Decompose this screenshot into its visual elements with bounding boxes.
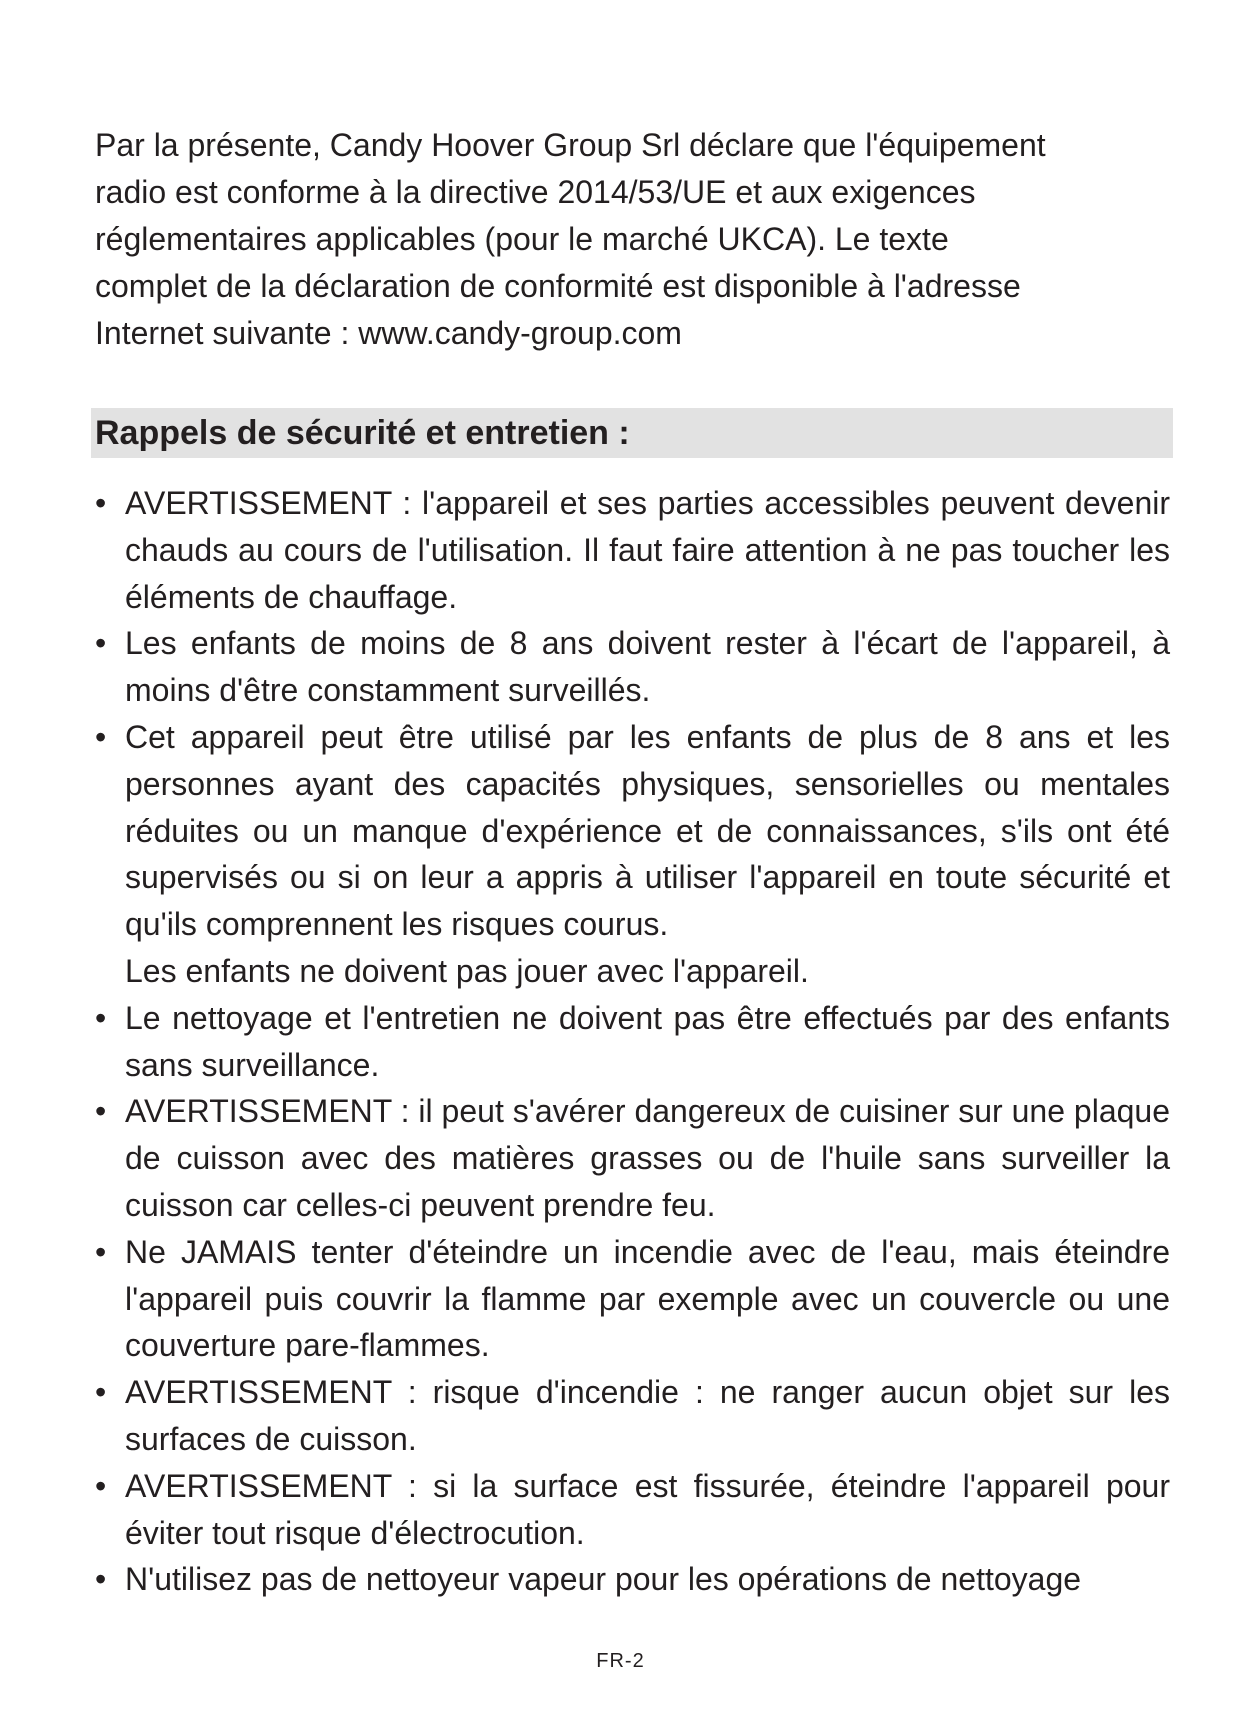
page-number: FR-2 (596, 1650, 645, 1672)
list-item (95, 714, 1170, 995)
list-item (95, 1556, 1170, 1603)
list-item (95, 995, 1170, 1089)
list-item (95, 1088, 1170, 1228)
section-title: Rappels de sécurité et entretien : (95, 414, 630, 452)
bullet-icon: • (95, 485, 107, 521)
list-item-note: Les enfants ne doivent pas jouer avec l'appareil. (125, 952, 809, 989)
safety-list (95, 480, 1170, 1603)
list-item (95, 1229, 1170, 1369)
bullet-icon: • (95, 1374, 107, 1411)
list-item-text: AVERTISSEMENT : il peut s'avérer dangereux de cuisiner sur une plaque de cuisson avec des matières grasses ou de l'huile sans surveiller la cuisson car celles-ci peuvent prendre feu. (125, 1093, 1170, 1223)
bullet-icon: • (95, 625, 107, 662)
list-item-text: Ne JAMAIS tenter d'éteindre un incendie avec de l'eau, mais éteindre l'appareil puis couvrir la flamme par exemple avec un couvercle ou une couverture pare-flammes. (125, 1233, 1170, 1364)
list-item (95, 1369, 1170, 1463)
bullet-icon: • (95, 1467, 107, 1504)
list-item-text: Le nettoyage et l'entretien ne doivent pas être effectués par des enfants sans surveillance. (125, 999, 1170, 1083)
list-item-text: AVERTISSEMENT : l'appareil et ses parties accessibles peuvent devenir chauds au cours de l'utilisation. Il faut faire attention à ne pas toucher les éléments de chauffage. (125, 485, 1170, 615)
bullet-icon: • (95, 718, 107, 755)
list-item-text: AVERTISSEMENT : si la surface est fissurée, éteindre l'appareil pour éviter tout risque d'électrocution. (125, 1467, 1170, 1551)
list-item (95, 480, 1170, 620)
bullet-icon: • (95, 1561, 107, 1598)
declaration-paragraph: Par la présente, Candy Hoover Group Srl déclare que l'équipement radio est conforme à la directive 2014/53/UE et aux exigences réglementaires applicables (pour le marché UKCA). Le texte complet de la déclaration de conformité est disponible à l'adresse Internet suivante : www.candy-group.com (95, 127, 1046, 351)
list-item-text: N'utilisez pas de nettoyeur vapeur pour les opérations de nettoyage (125, 1561, 1082, 1598)
list-item (95, 1463, 1170, 1557)
bullet-icon: • (95, 1233, 107, 1270)
list-item (95, 620, 1170, 714)
list-item-text: AVERTISSEMENT : risque d'incendie : ne ranger aucun objet sur les surfaces de cuisson. (125, 1374, 1170, 1457)
bullet-icon: • (95, 999, 107, 1036)
bullet-icon: • (95, 1093, 107, 1130)
list-item-text: Les enfants de moins de 8 ans doivent rester à l'écart de l'appareil, à moins d'être constamment surveillés. (125, 625, 1170, 709)
list-item-text: Cet appareil peut être utilisé par les enfants de plus de 8 ans et les personnes ayant des capacités physiques, sensorielles ou mentales réduites ou un manque d'expérience et de connaissances, s'ils ont été supervisés ou si on leur a appris à utiliser l'appareil en toute sécurité et qu'ils comprennent les risques courus. (125, 718, 1170, 943)
